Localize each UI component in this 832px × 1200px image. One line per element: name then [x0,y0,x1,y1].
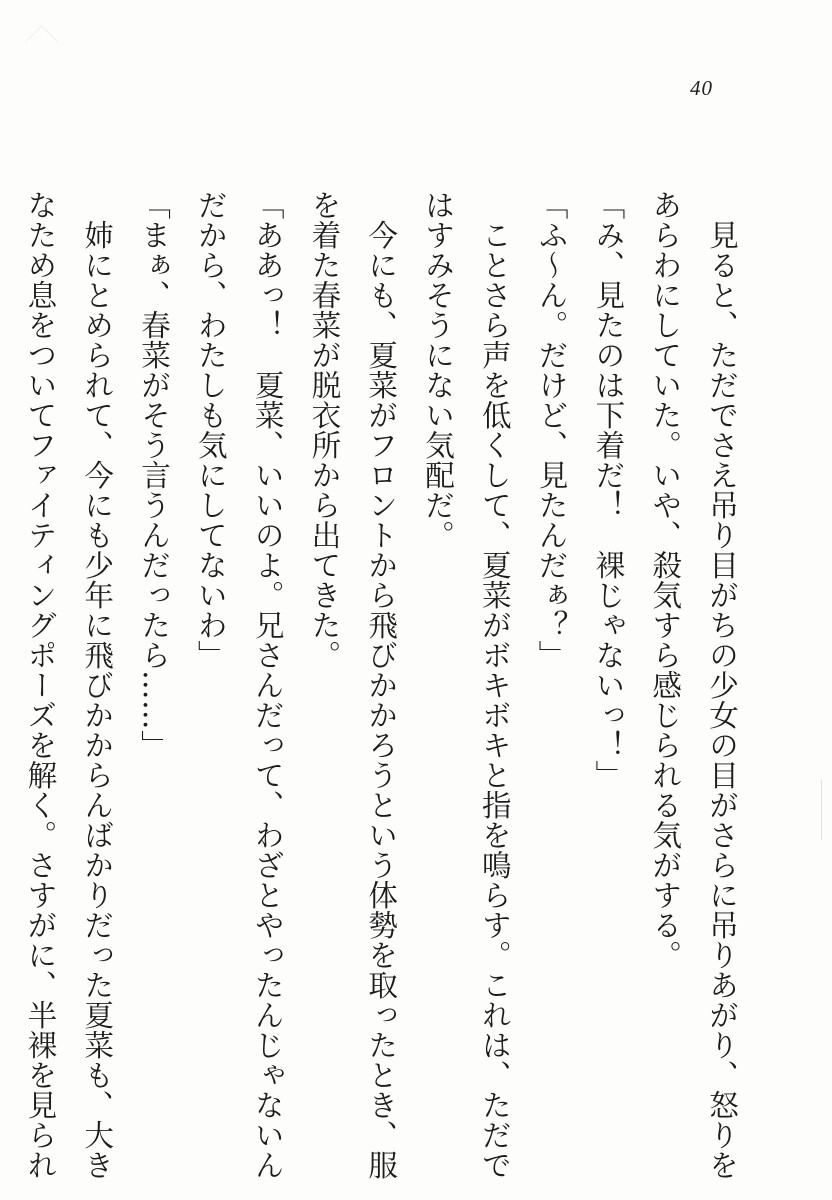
scan-edge-line [821,780,822,840]
page-number: 40 [690,76,713,100]
scan-corner-mark [25,25,58,58]
paragraph-3-dialogue: 「ふ〜ん。だけど、見たんだぁ？」 [534,190,569,670]
paragraph-8: 姉にとめられて、今にも少年に飛びかからんばかりだった夏菜も、大きなため息をついてファイティングポーズを解く。さすがに、半裸を見られ [23,190,115,1180]
paragraph-4: ことさら声を低くして、夏菜がボキボキと指を鳴らす。これは、ただではすみそうにない気配だ。 [421,190,512,1180]
paragraph-7-dialogue: 「まぁ、春菜がそう言うんだったら……」 [137,190,172,760]
paragraph-2-dialogue: 「み、見たのは下着だ！ 裸じゃないっ！」 [591,190,626,790]
paragraph-6-dialogue: 「ああっ！ 夏菜、いいのよ。兄さんだって、わざとやったんじゃないんだから、わたしも気にしてないわ」 [193,190,285,1180]
body-text [23,190,750,1190]
paragraph-5: 今にも、夏菜がフロントから飛びかかろうという体勢を取ったとき、服を着た春菜が脱衣所から出てきた。 [307,190,399,1180]
paragraph-1: 見ると、ただでさえ吊り目がちの少女の目がさらに吊りあがり、怒りをあらわにしていた。いや、殺気すら感じられる気がする。 [648,190,739,1180]
